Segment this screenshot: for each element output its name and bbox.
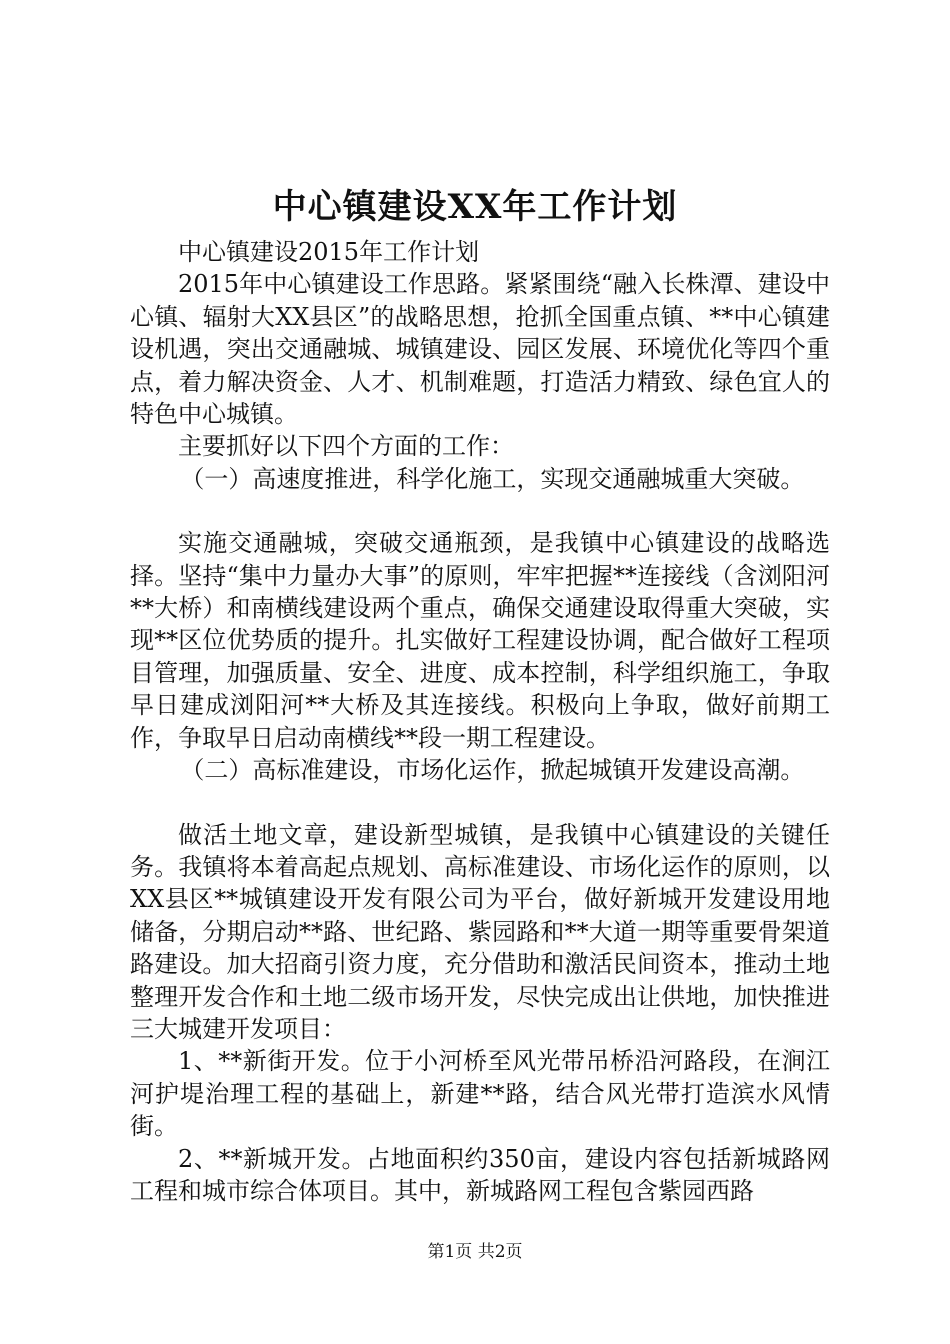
paragraph-main-tasks: 主要抓好以下四个方面的工作： (178, 432, 514, 461)
paragraph-item-2: 2、**新城开发。占地面积约350亩，建设内容包括新城路网工程和城市综合体项目。其中，新城路网工程包含紫园西路 (130, 1144, 830, 1205)
page-footer: 第1页 共2页 (427, 1242, 523, 1262)
paragraph-item-1: 1、**新街开发。位于小河桥至风光带吊桥沿河路段，在涧江河护堤治理工程的基础上，新建**路，结合风光带打造滨水风情街。 (130, 1047, 830, 1141)
paragraph-subtitle: 中心镇建设2015年工作计划 (178, 238, 480, 266)
paragraph-traffic: 实施交通融城，突破交通瓶颈，是我镇中心镇建设的战略选择。坚持“集中力量办大事”的原则，牢牢把握**连接线（含浏阳河**大桥）和南横线建设两个重点，确保交通建设取得重大突破，实现**区位优势质的提升。扎实做好工程建设协调，配合做好工程项目管理，加强质量、安全、进度、成本控制，科学组织施工，争取早日建成浏阳河**大桥及其连接线。积极向上争取，做好前期工作，争取早日启动南横线**段一期工程建设。 (130, 529, 830, 752)
section-heading-2: （二）高标准建设，市场化运作，掀起城镇开发建设高潮。 (180, 756, 805, 785)
paragraph-land: 做活土地文章，建设新型城镇，是我镇中心镇建设的关键任务。我镇将本着高起点规划、高标准建设、市场化运作的原则，以XX县区**城镇建设开发有限公司为平台，做好新城开发建设用地储备，分期启动**路、世纪路、紫园路和**大道一期等重要骨架道路建设。加大招商引资力度，充分借助和激活民间资本，推动土地整理开发合作和土地二级市场开发，尽快完成出让供地，加快推进三大城建开发项目： (130, 820, 830, 1043)
section-heading-1: （一）高速度推进，科学化施工，实现交通融城重大突破。 (180, 464, 805, 493)
paragraph-work-idea: 2015年中心镇建设工作思路。紧紧围绕“融入长株潭、建设中心镇、辐射大XX县区”的战略思想，抢抓全国重点镇、**中心镇建设机遇，突出交通融城、城镇建设、园区发展、环境优化等四个重点，着力解决资金、人才、机制难题，打造活力精致、绿色宜人的特色中心城镇。 (130, 270, 830, 429)
document-title: 中心镇建设XX年工作计划 (272, 187, 678, 227)
document-body (130, 236, 830, 1207)
